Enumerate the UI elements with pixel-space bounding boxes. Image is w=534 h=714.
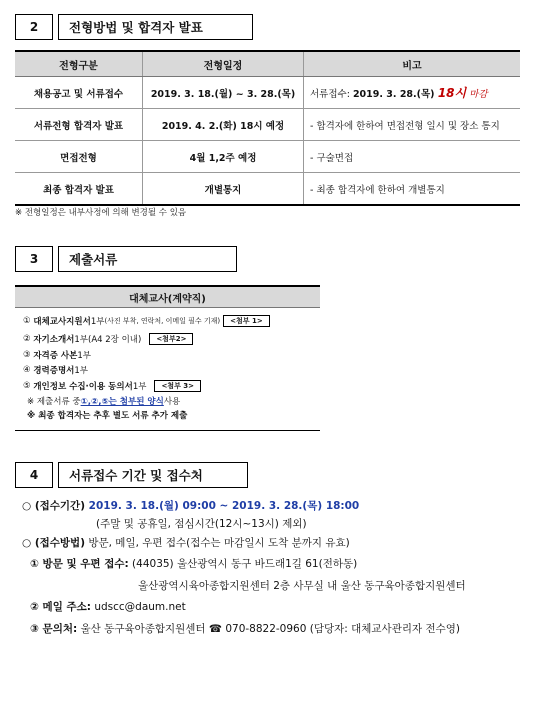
item-name: 개인정보 수집·이용 동의서 bbox=[33, 382, 133, 392]
deadline-time: 18시 bbox=[437, 86, 467, 100]
visit-address-detail: 울산광역시육아종합지원센터 2층 사무실 내 울산 동구육아종합지원센터 bbox=[138, 580, 466, 592]
note-cell bbox=[304, 77, 521, 109]
submission-period bbox=[22, 498, 359, 513]
item-detail: 1부 bbox=[90, 317, 105, 327]
contact-value: 울산 동구육아종합지원센터 ☎ 070-8822-0960 (담당자: 대체교사관리자 전수영) bbox=[77, 623, 460, 635]
document-item bbox=[23, 364, 88, 376]
note-date: 2019. 3. 28.(목) bbox=[352, 89, 438, 100]
note-prefix: ※ 제출서류 중 bbox=[27, 397, 81, 407]
section-3-header bbox=[15, 246, 237, 272]
section-title: 전형방법 및 합격자 발표 bbox=[58, 14, 253, 40]
schedule-footnote: ※ 전형일정은 내부사정에 의해 변경될 수 있음 bbox=[15, 208, 187, 218]
stage-cell: 최종 합격자 발표 bbox=[15, 173, 143, 206]
note-suffix: 사용 bbox=[163, 397, 181, 407]
visit-label: ① 방문 및 우편 접수: bbox=[30, 558, 129, 570]
mail-label: ② 메일 주소: bbox=[30, 601, 91, 613]
table-row bbox=[15, 109, 520, 141]
schedule-cell: 4월 1,2주 예정 bbox=[143, 141, 304, 173]
submission-method bbox=[22, 535, 350, 550]
section-title: 제출서류 bbox=[58, 246, 237, 272]
email-info bbox=[30, 599, 186, 614]
note-cell: - 최종 합격자에 한하여 개별통지 bbox=[304, 173, 521, 206]
period-label: ○ (접수기간) bbox=[22, 500, 89, 512]
contact-label: ③ 문의처: bbox=[30, 623, 78, 635]
table-row bbox=[15, 141, 520, 173]
section-number: 2 bbox=[15, 14, 53, 40]
visit-value: (44035) 울산광역시 동구 바드래1길 61(전하동) bbox=[128, 558, 358, 570]
item-detail: 1부(A4 2장 이내) bbox=[74, 335, 142, 345]
item-name: 경력증명서 bbox=[33, 366, 75, 376]
stage-cell: 서류전형 합격자 발표 bbox=[15, 109, 143, 141]
column-header: 비고 bbox=[304, 51, 521, 77]
item-name: 대체교사지원서 bbox=[33, 317, 91, 327]
note-cell: - 구술면접 bbox=[304, 141, 521, 173]
note-highlight: ①,②,⑤는 첨부된 양식 bbox=[80, 397, 164, 407]
document-item bbox=[23, 349, 91, 361]
period-note: (주말 및 공휴일, 점심시간(12시~13시) 제외) bbox=[96, 518, 307, 530]
schedule-cell: 2019. 4. 2.(화) 18시 예정 bbox=[143, 109, 304, 141]
section-number: 3 bbox=[15, 246, 53, 272]
schedule-cell: 개별통지 bbox=[143, 173, 304, 206]
attachment-tag: <첨부 1> bbox=[223, 315, 270, 327]
item-name: 자기소개서 bbox=[33, 335, 75, 345]
stage-cell: 면접전형 bbox=[15, 141, 143, 173]
section-number: 4 bbox=[15, 462, 53, 488]
document-item bbox=[23, 315, 270, 327]
table-row bbox=[15, 77, 520, 109]
period-value: 2019. 3. 18.(월) 09:00 ~ 2019. 3. 28.(목) 18:00 bbox=[88, 500, 360, 512]
note-prefix: 서류접수: bbox=[310, 89, 353, 100]
section-title: 서류접수 기간 및 접수처 bbox=[58, 462, 248, 488]
attachment-tag: <첨부2> bbox=[149, 333, 193, 345]
column-header: 전형일정 bbox=[143, 51, 304, 77]
section-2-header bbox=[15, 14, 253, 40]
schedule-cell: 2019. 3. 18.(월) ~ 3. 28.(목) bbox=[143, 77, 304, 109]
item-mark: ② bbox=[23, 334, 31, 344]
document-item bbox=[23, 333, 193, 345]
required-documents-box bbox=[15, 285, 320, 431]
contact-info bbox=[30, 621, 460, 636]
additional-docs-note: ※ 최종 합격자는 추후 별도 서류 추가 제출 bbox=[27, 411, 188, 421]
method-label: ○ (접수방법) bbox=[22, 537, 85, 549]
item-mark: ③ bbox=[23, 350, 31, 360]
note-cell: - 합격자에 한하여 면접전형 일시 및 장소 통지 bbox=[304, 109, 521, 141]
item-mark: ④ bbox=[23, 365, 31, 375]
document-item bbox=[23, 380, 201, 392]
item-detail: 1부 bbox=[77, 351, 91, 361]
item-detail: 1부 bbox=[132, 382, 147, 392]
mail-value: udscc@daum.net bbox=[90, 601, 186, 613]
table-header-row bbox=[15, 51, 520, 77]
documents-box-title: 대체교사(계약직) bbox=[15, 285, 320, 308]
table-row bbox=[15, 173, 520, 206]
schedule-table bbox=[15, 50, 520, 206]
visit-mail-address bbox=[30, 556, 357, 571]
column-header: 전형구분 bbox=[15, 51, 143, 77]
item-name: 자격증 사본 bbox=[33, 351, 78, 361]
item-mark: ① bbox=[23, 316, 31, 326]
attached-form-note bbox=[27, 395, 180, 407]
item-detail: 1부 bbox=[74, 366, 89, 376]
section-4-header bbox=[15, 462, 248, 488]
item-mark: ⑤ bbox=[23, 381, 31, 391]
stage-cell: 채용공고 및 서류접수 bbox=[15, 77, 143, 109]
method-value: 방문, 메일, 우편 접수(접수는 마감일시 도착 분까지 유효) bbox=[85, 537, 350, 549]
attachment-tag: <첨부 3> bbox=[154, 380, 201, 392]
item-small-note: (사진 부착, 연락처, 이메일 필수 기재) bbox=[104, 317, 221, 325]
deadline-suffix: 마감 bbox=[466, 89, 488, 100]
